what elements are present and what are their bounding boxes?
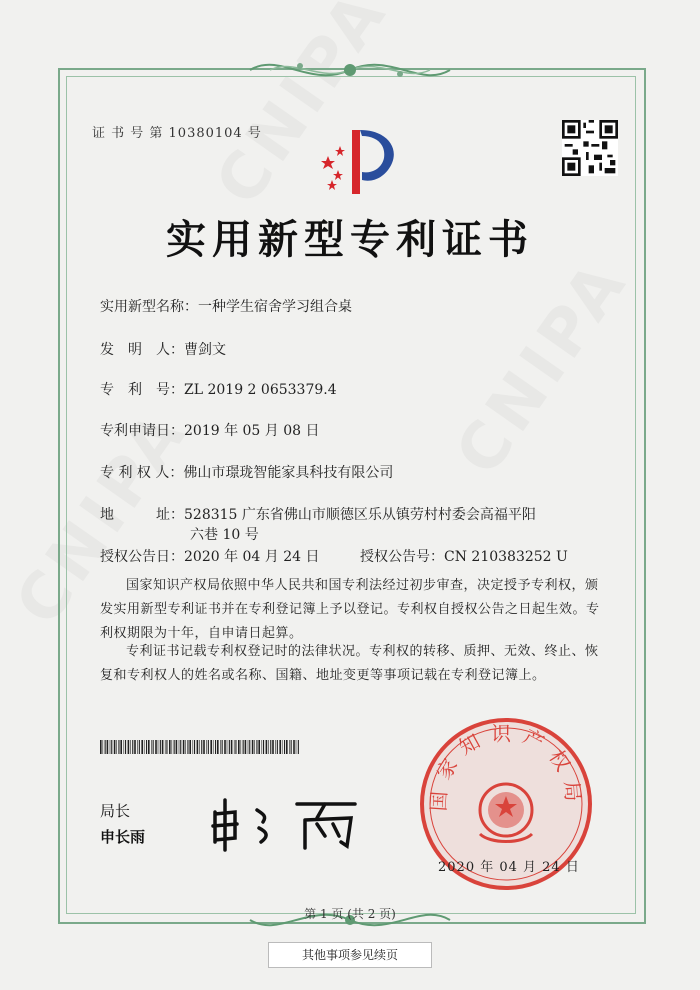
patent-number-value: ZL 2019 2 0653379.4	[184, 382, 337, 398]
inventor-label: 发 明 人：	[100, 342, 184, 358]
grant-number-value: CN 210383252 U	[444, 549, 568, 565]
legal-status-paragraph: 专利证书记载专利权登记时的法律状况。专利权的转移、质押、无效、终止、恢复和专利权人的姓名或名称、国籍、地址变更等事项记载在专利登记簿上。	[100, 644, 599, 683]
director-name: 申长雨	[100, 828, 146, 846]
grant-statement-paragraph: 国家知识产权局依照中华人民共和国专利法经过初步审查，决定授予专利权，颁发实用新型专利证书并在专利登记簿上予以登记。专利权自授权公告之日起生效。专利权期限为十年，自申请日起算。	[100, 578, 600, 641]
grant-date-row	[100, 546, 320, 566]
certificate-title: 实用新型专利证书	[166, 216, 534, 263]
top-ornament-icon	[240, 52, 460, 88]
patentee-label: 专 利 权 人：	[100, 465, 184, 481]
grant-number-row	[360, 546, 568, 566]
filing-date-row	[100, 420, 320, 440]
continuation-note: 其他事项参见续页	[268, 942, 432, 968]
utility-model-name-label: 实用新型名称：	[100, 299, 198, 315]
page-number: 第 1 页 (共 2 页)	[304, 907, 396, 921]
seal-date: 2020 年 04 月 24 日	[438, 860, 580, 875]
patentee-row	[100, 462, 393, 482]
address-row	[100, 504, 536, 524]
grant-number-label: 授权公告号：	[360, 549, 444, 565]
patent-number-row	[100, 379, 337, 399]
inventor-value: 曹剑文	[184, 342, 226, 358]
filing-date-value: 2019 年 05 月 08 日	[184, 423, 320, 439]
patentee-value: 佛山市璟珑智能家具科技有限公司	[183, 465, 394, 481]
signature-icon	[205, 792, 365, 852]
patent-office-logo-icon	[310, 122, 410, 202]
inventor-row	[100, 339, 226, 359]
address-label: 地 址：	[100, 507, 184, 523]
utility-model-name-value: 一种学生宿舍学习组合桌	[198, 299, 352, 315]
address-line2: 六巷 10 号	[190, 527, 259, 543]
grant-date-label: 授权公告日：	[100, 549, 184, 565]
barcode-icon	[100, 740, 300, 754]
grant-date-value: 2020 年 04 月 24 日	[184, 549, 320, 565]
seal-text: 国家知识产权局	[426, 721, 586, 813]
patent-number-label: 专 利 号：	[100, 382, 184, 398]
director-title: 局长	[100, 802, 131, 820]
utility-model-name-row	[100, 296, 352, 316]
certificate-number: 证 书 号 第 10380104 号	[92, 126, 262, 141]
filing-date-label: 专利申请日：	[100, 423, 184, 439]
qr-code-icon	[562, 120, 618, 176]
address-line1: 528315 广东省佛山市顺德区乐从镇劳村村委会高福平阳	[184, 507, 536, 523]
